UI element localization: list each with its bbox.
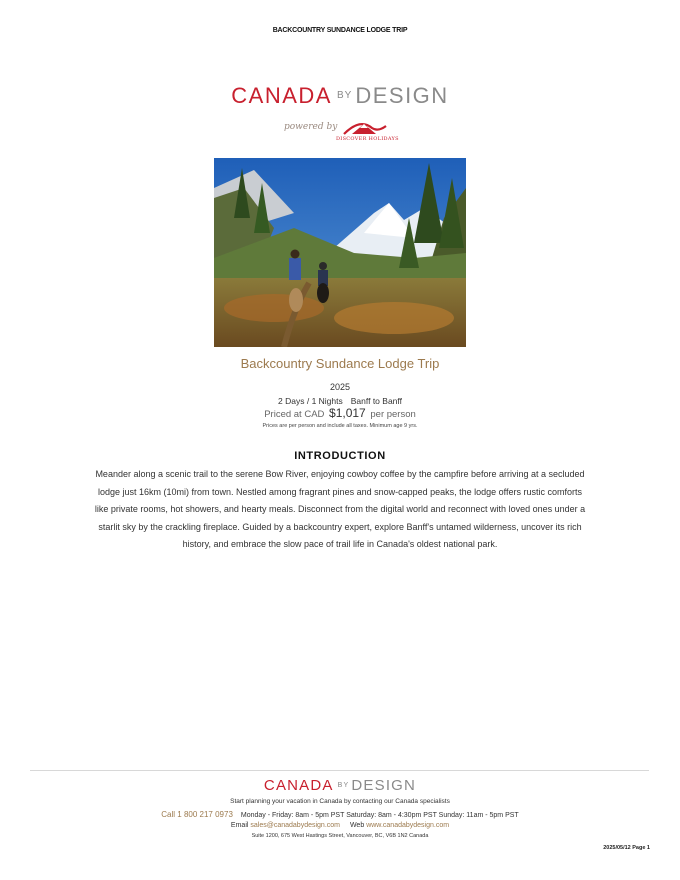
logo-canada: CANADA [231, 83, 332, 108]
canada-by-design-logo [0, 84, 680, 108]
introduction-body: Meander along a scenic trail to the serene Bow River, enjoying cowboy coffee by the campfire before arriving at a secluded lodge just 16km (10mi) from town. Nestled among fragrant pines and snow-capped peaks, the lodge offers rustic comforts like private rooms, hot showers, and hearty meals. Disconnect from the digital world and reconnect with loved ones under a starlit sky by the crackling fireplace. Guided by a backcountry expert, explore Banff's untamed wilderness, uncover its rich history, and embrace the slow pace of trail life in Canada's oldest national park. [94, 469, 586, 550]
footer-divider [30, 770, 649, 771]
email-label: Email [230, 822, 249, 829]
trip-price [0, 406, 680, 420]
trip-year: 2025 [329, 382, 351, 392]
website-link[interactable]: www.canadabydesign.com [366, 822, 450, 829]
web-label: Web [349, 822, 365, 829]
document-title: BACKCOUNTRY SUNDANCE LODGE TRIP [272, 27, 408, 34]
footer-logo-canada: CANADA [263, 777, 334, 794]
price-suffix: per person [370, 409, 416, 420]
logo-by: BY [336, 90, 353, 101]
footer-links [0, 822, 680, 829]
footer-address: Suite 1200, 675 West Hastings Street, Vancouver, BC, V6B 1N2 Canada [251, 833, 429, 839]
footer-contact [0, 810, 680, 819]
footer-logo-by: BY [337, 782, 350, 789]
price-note: Prices are per person and include all taxes. Minimum age 9 yrs. [262, 423, 418, 429]
powered-by-badge [280, 116, 410, 146]
email-link[interactable]: sales@canadabydesign.com [250, 822, 340, 829]
trip-name: Backcountry Sundance Lodge Trip [240, 356, 440, 371]
price-prefix: Priced at CAD [264, 409, 325, 420]
footer-logo [0, 777, 680, 795]
duration-text: 2 Days / 1 Nights [278, 396, 343, 406]
hero-image [214, 158, 466, 347]
logo-design: DESIGN [355, 83, 449, 108]
powered-by-partner: DISCOVER HOLIDAYS [336, 136, 399, 142]
route-text: Banff to Banff [350, 396, 402, 406]
trip-duration [0, 396, 680, 406]
powered-by-label: powered by [284, 122, 338, 132]
price-amount: $1,017 [329, 406, 366, 420]
footer-tagline: Start planning your vacation in Canada by contacting our Canada specialists [230, 798, 450, 805]
introduction-heading: INTRODUCTION [294, 450, 386, 462]
page-stamp: 2025/05/12 Page 1 [603, 845, 650, 851]
footer-logo-design: DESIGN [351, 777, 417, 794]
discover-holidays-logo-icon [338, 116, 398, 138]
office-hours: Monday - Friday: 8am - 5pm PST Saturday: 8am - 4:30pm PST Sunday: 11am - 5pm PST [240, 812, 519, 819]
phone-link[interactable]: Call 1 800 217 0973 [161, 810, 233, 819]
